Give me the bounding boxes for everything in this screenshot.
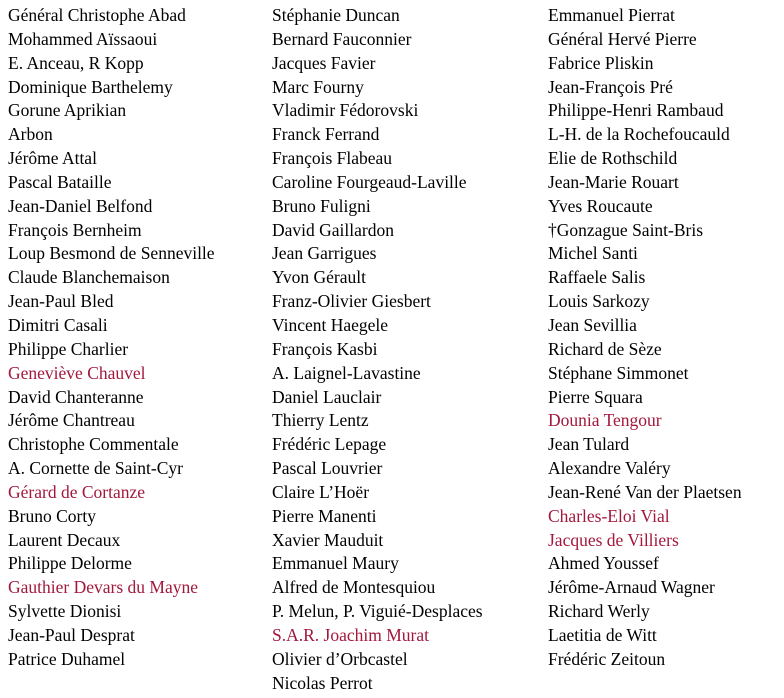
author-name: Richard de Sèze (548, 338, 662, 359)
author-name: Raffaele Salis (548, 267, 646, 288)
author-name: Alexandre Valéry (548, 458, 671, 479)
author-name: Dimitri Casali (8, 314, 108, 335)
author-name: Pierre Squara (548, 386, 643, 407)
author-name: Pascal Bataille (8, 171, 112, 192)
author-name: Philippe-Henri Rambaud (548, 100, 724, 121)
author-name: Stéphanie Duncan (272, 5, 400, 25)
author-name: Jean Sevillia (548, 314, 637, 335)
author-name-highlighted: Gauthier Devars du Mayne (8, 577, 199, 598)
author-name: Frédéric Zeitoun (548, 648, 666, 669)
author-name: Jérôme Attal (8, 148, 97, 169)
author-name: Claire L’Hoër (272, 481, 370, 502)
author-name: Yvon Gérault (272, 267, 366, 288)
author-name: Marc Fourny (272, 76, 364, 97)
author-name: Nicolas Perrot (272, 672, 373, 693)
author-column-1 (8, 4, 215, 672)
author-name: François Kasbi (272, 338, 378, 359)
author-name: Pascal Louvrier (272, 458, 383, 479)
author-name: Jean-Paul Bled (8, 291, 114, 312)
author-name-highlighted: Geneviève Chauvel (8, 362, 146, 383)
author-name: Général Christophe Abad (8, 5, 186, 25)
author-name: Général Hervé Pierre (548, 28, 697, 49)
author-name: Richard Werly (548, 601, 650, 622)
author-name: Laurent Decaux (8, 529, 121, 550)
author-name: Ahmed Youssef (548, 553, 659, 574)
author-name: Jean-François Pré (548, 76, 673, 97)
author-name: François Flabeau (272, 148, 393, 169)
author-name: Bruno Corty (8, 505, 96, 526)
author-name: Laetitia de Witt (548, 624, 657, 645)
author-column-3 (548, 4, 742, 672)
author-name: Olivier d’Orbcastel (272, 648, 408, 669)
author-name: †Gonzague Saint-Bris (548, 219, 704, 240)
author-name: Bruno Fuligni (272, 195, 371, 216)
author-name: L-H. de la Rochefoucauld (548, 124, 730, 145)
author-name: Franz-Olivier Giesbert (272, 291, 431, 312)
author-name: Franck Ferrand (272, 124, 380, 145)
author-name: Daniel Lauclair (272, 386, 382, 407)
author-name-highlighted: Dounia Tengour (548, 410, 662, 431)
author-column-2 (272, 4, 483, 695)
author-name: Emmanuel Pierrat (548, 5, 675, 25)
author-name: Yves Roucaute (548, 195, 653, 216)
author-name: Loup Besmond de Senneville (8, 243, 215, 264)
author-name: Jean-Marie Rouart (548, 171, 679, 192)
author-name: Vincent Haegele (272, 314, 389, 335)
author-name: Frédéric Lepage (272, 434, 387, 455)
author-name: Jean-Daniel Belfond (8, 195, 153, 216)
author-name: E. Anceau, R Kopp (8, 52, 144, 73)
author-name: Bernard Fauconnier (272, 28, 412, 49)
author-name: Jean Tulard (548, 434, 630, 455)
author-name-highlighted: S.A.R. Joachim Murat (272, 624, 430, 645)
author-name: Louis Sarkozy (548, 291, 650, 312)
author-name: Emmanuel Maury (272, 553, 399, 574)
author-name: Sylvette Dionisi (8, 601, 122, 622)
author-name: Philippe Charlier (8, 338, 129, 359)
author-name: Christophe Commentale (8, 434, 179, 455)
author-name: Arbon (8, 124, 53, 145)
author-name: Claude Blanchemaison (8, 267, 170, 288)
author-name: Jean Garrigues (272, 243, 377, 264)
author-name: Jérôme-Arnaud Wagner (548, 577, 715, 598)
author-name: David Chanteranne (8, 386, 144, 407)
author-name-highlighted: Charles-Eloi Vial (548, 505, 670, 526)
author-name: Michel Santi (548, 243, 638, 264)
author-name-highlighted: Gérard de Cortanze (8, 481, 146, 502)
author-name: Alfred de Montesquiou (272, 577, 436, 598)
author-name: Elie de Rothschild (548, 148, 678, 169)
author-name: Stéphane Simmonet (548, 362, 689, 383)
author-name: Jean-René Van der Plaetsen (548, 481, 742, 502)
author-name: Dominique Barthelemy (8, 76, 173, 97)
author-name: A. Cornette de Saint-Cyr (8, 458, 183, 479)
author-name: Jean-Paul Desprat (8, 624, 135, 645)
author-name: Jérôme Chantreau (8, 410, 135, 431)
author-name: A. Laignel-Lavastine (272, 362, 421, 383)
author-name: Xavier Mauduit (272, 529, 384, 550)
author-name: Philippe Delorme (8, 553, 132, 574)
author-name: Pierre Manenti (272, 505, 377, 526)
author-name: Gorune Aprikian (8, 100, 127, 121)
author-name: Jacques Favier (272, 52, 376, 73)
author-name: Thierry Lentz (272, 410, 369, 431)
author-name: Vladimir Fédorovski (272, 100, 419, 121)
author-name: Mohammed Aïssaoui (8, 28, 158, 49)
author-name: David Gaillardon (272, 219, 394, 240)
author-name-highlighted: Jacques de Villiers (548, 529, 679, 550)
author-name: Caroline Fourgeaud-Laville (272, 171, 467, 192)
author-name: Patrice Duhamel (8, 648, 126, 669)
author-name: Fabrice Pliskin (548, 52, 654, 73)
author-name: P. Melun, P. Viguié-Desplaces (272, 601, 483, 622)
author-name: François Bernheim (8, 219, 142, 240)
